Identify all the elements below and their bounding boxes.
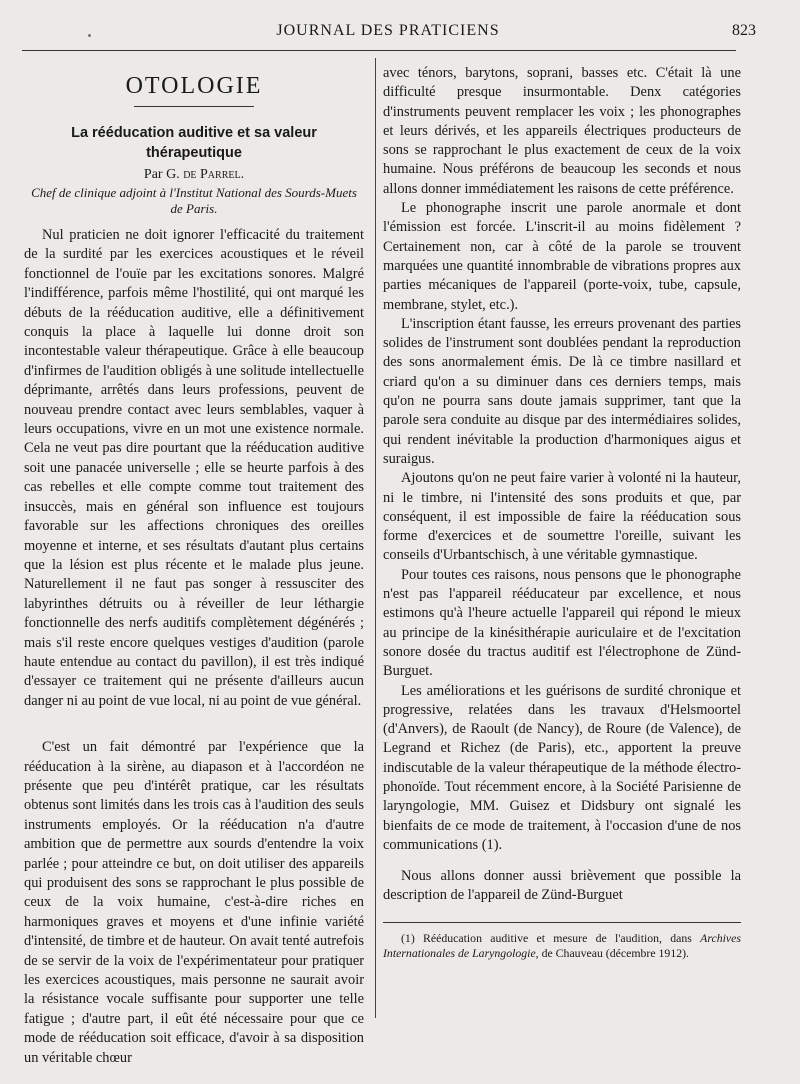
author-name: de Parrel. (183, 167, 245, 182)
footnote-text-end: de Chauveau (décembre 1912). (538, 945, 689, 960)
affiliation-line-2: de Paris. (170, 201, 218, 216)
article-title: La rééducation auditive et sa valeur thérapeutique (71, 125, 317, 161)
byline (24, 165, 364, 185)
paragraph: Le phonographe inscrit une parole anormale et dont l'émission est forcée. L'inscrit-il au moins fidèlement ? Certainement non, car à côté de la parole se trouvent marquées une quantité innombrable de vibrations propres aux parties mécaniques de l'appareil (porte-voix, tube, capsule, membrane, stylet, etc.). (383, 200, 741, 313)
running-title: JOURNAL DES PRATICIENS (276, 22, 500, 39)
page-number: 823 (732, 22, 756, 39)
footnote (383, 931, 741, 961)
print-speck (88, 34, 91, 37)
running-header (20, 22, 756, 44)
paragraph: Pour toutes ces raisons, nous pensons que le phonographe n'est pas l'appareil rééducateur par excellence, et nous estimons qu'à l'heure actuelle l'appareil qui répond le mieux au principe de la kinésithérapie auriculaire et de l'excitation sonore dosée du tractus auditif est l'électrophone de Zünd-Burguet. (383, 566, 741, 680)
header-rule (22, 50, 736, 51)
paragraph: Nul praticien ne doit ignorer l'efficacité du traitement de la surdité par les exercices acoustiques et le réveil fonctionnel de l'ouïe par les excitations sonores. Malgré l'indifférence, parfois même l'hostilité, qui ont marqué les débuts de la rééducation auditive, elle a définitivement conquis la place à laquelle lui donne droit son incontestable valeur thérapeutique. Grâce à elle beaucoup d'infirmes de l'audition obligés à une solitude intellectuelle déprimante, arrêtés dans leurs professions, peuvent de nouveau prendre contact avec leurs semblables, vaquer à leurs occupations, vivre en un mot une existence normale. Cela ne veut pas dire pourtant que la rééducation auditive soit une panacée universelle ; elle se heurte parfois à des cas rebelles et elle compte comme tout traitement des insuccès, mais en général son influence est toujours favorable sur les affections chroniques des oreilles moyenne et interne, et ses résultats d'autant plus certains que la lésion est plus récente et le malade plus jeune. Naturellement il ne faut pas songer à ressusciter des labyrinthes détruits ou à réveiller de leur léthargie fonctionnelle des nerfs auditifs complètement dégénérés ; mais s'il reste encore quelques vestiges d'audition (parole haute entendue au contact du pavillon), il est très indiqué d'essayer ce traitement qui ne présente d'ailleurs aucun danger ni au point de vue local, ni au point de vue général. (24, 227, 364, 709)
paragraph: Ajoutons qu'on ne peut faire varier à volonté ni la hauteur, ni le timbre, ni l'intensité des sons produits et que, par conséquent, il est impossible de faire la rééducation sous forme d'exercices et de soumettre l'oreille, suivant les conseils d'Urbantschisch, à une véritable gymnastique. (383, 470, 741, 564)
footnote-rule (383, 922, 741, 923)
affiliation-line-1: Chef de clinique adjoint à l'Institut National des Sourds-Muets (31, 185, 357, 200)
paragraph: C'est un fait démontré par l'expérience que la rééducation à la sirène, au diapason et à l'accordéon ne présente que peu d'intérêt pratique, car les résultats obtenus sont limités dans les trois cas à l'audition des seuls instruments employés. Or la rééducation n'a d'autre ambition que de permettre aux sourds d'entendre la voix parlée ; pour atteindre ce but, on doit utiliser des appareils qui produisent des sons se rapprochant le plus possible de ceux de la voix humaine, c'est-à-dire riches en harmoniques graves et moyens et d'une infinie variété d'intensité, de timbre et de hauteur. On avait tenté autrefois de se servir de la voix de l'expérimentateur pour pratiquer les exercices acoustiques, mais personne ne saurait avoir la résistance vocale suffisante pour supporter une telle fatigue ; d'autre part, il eût été nécessaire pour que ce mode de rééducation soit efficace, d'avoir à sa disposition un véritable chœur (24, 739, 364, 1066)
paragraph: Nous allons donner aussi brièvement que possible la description de l'appareil de Zünd-Burguet (383, 868, 741, 904)
right-column (383, 64, 741, 961)
section-title: OTOLOGIE (125, 73, 263, 99)
paragraph: Les améliorations et les guérisons de surdité chronique et progressive, relatées dans les travaux d'Helsmoortel (d'Anvers), de Raoult (de Nancy), de Roure (de Valence), de Legrand et Richez (de Paris), etc., apportent la preuve indiscutable de la valeur thérapeutique de la méthode électro-phonoïde. Tout récemment encore, à la Société Parisienne de laryngologie, MM. Guisez et Didsbury ont signalé les bienfaits de ce mode de traitement, à l'occasion d'une de nos communications (1). (383, 682, 741, 853)
footnote-journal: Archives Internationales de Laryngologie, (383, 930, 741, 960)
left-column (24, 60, 364, 1068)
paragraph: avec ténors, barytons, soprani, basses etc. C'était là une difficulté presque insurmontable. Denx catégories d'instruments peuvent remplacer les voix ; les phonographes et leurs dérivés, et les appareils électriques producteurs de sons se rapprochant le plus exactement de ceux de la voix humaine. Nous préférons de beaucoup les seconds et nous allons donner immédiatement les raisons de cette préférence. (383, 65, 741, 197)
footnote-text: (1) Rééducation auditive et mesure de l'audition, dans (401, 930, 701, 945)
paragraph: L'inscription étant fausse, les erreurs provenant des parties solides de l'instrument sont doublées pendant la reproduction des sons anormalement émis. De là ce timbre nasillard et criard qu'on a su diminuer dans ces derniers temps, mais qu'on ne pourra sans doute jamais supprimer, tant que la parole sera conduite au disque par des intermédiaires solides, qui rendent inévitable la production d'harmoniques aigus et suraigus. (383, 315, 741, 467)
column-divider (375, 58, 376, 1018)
byline-prefix: Par G. (143, 167, 184, 182)
section-title-rule (134, 106, 254, 107)
author-affiliation (24, 185, 364, 217)
